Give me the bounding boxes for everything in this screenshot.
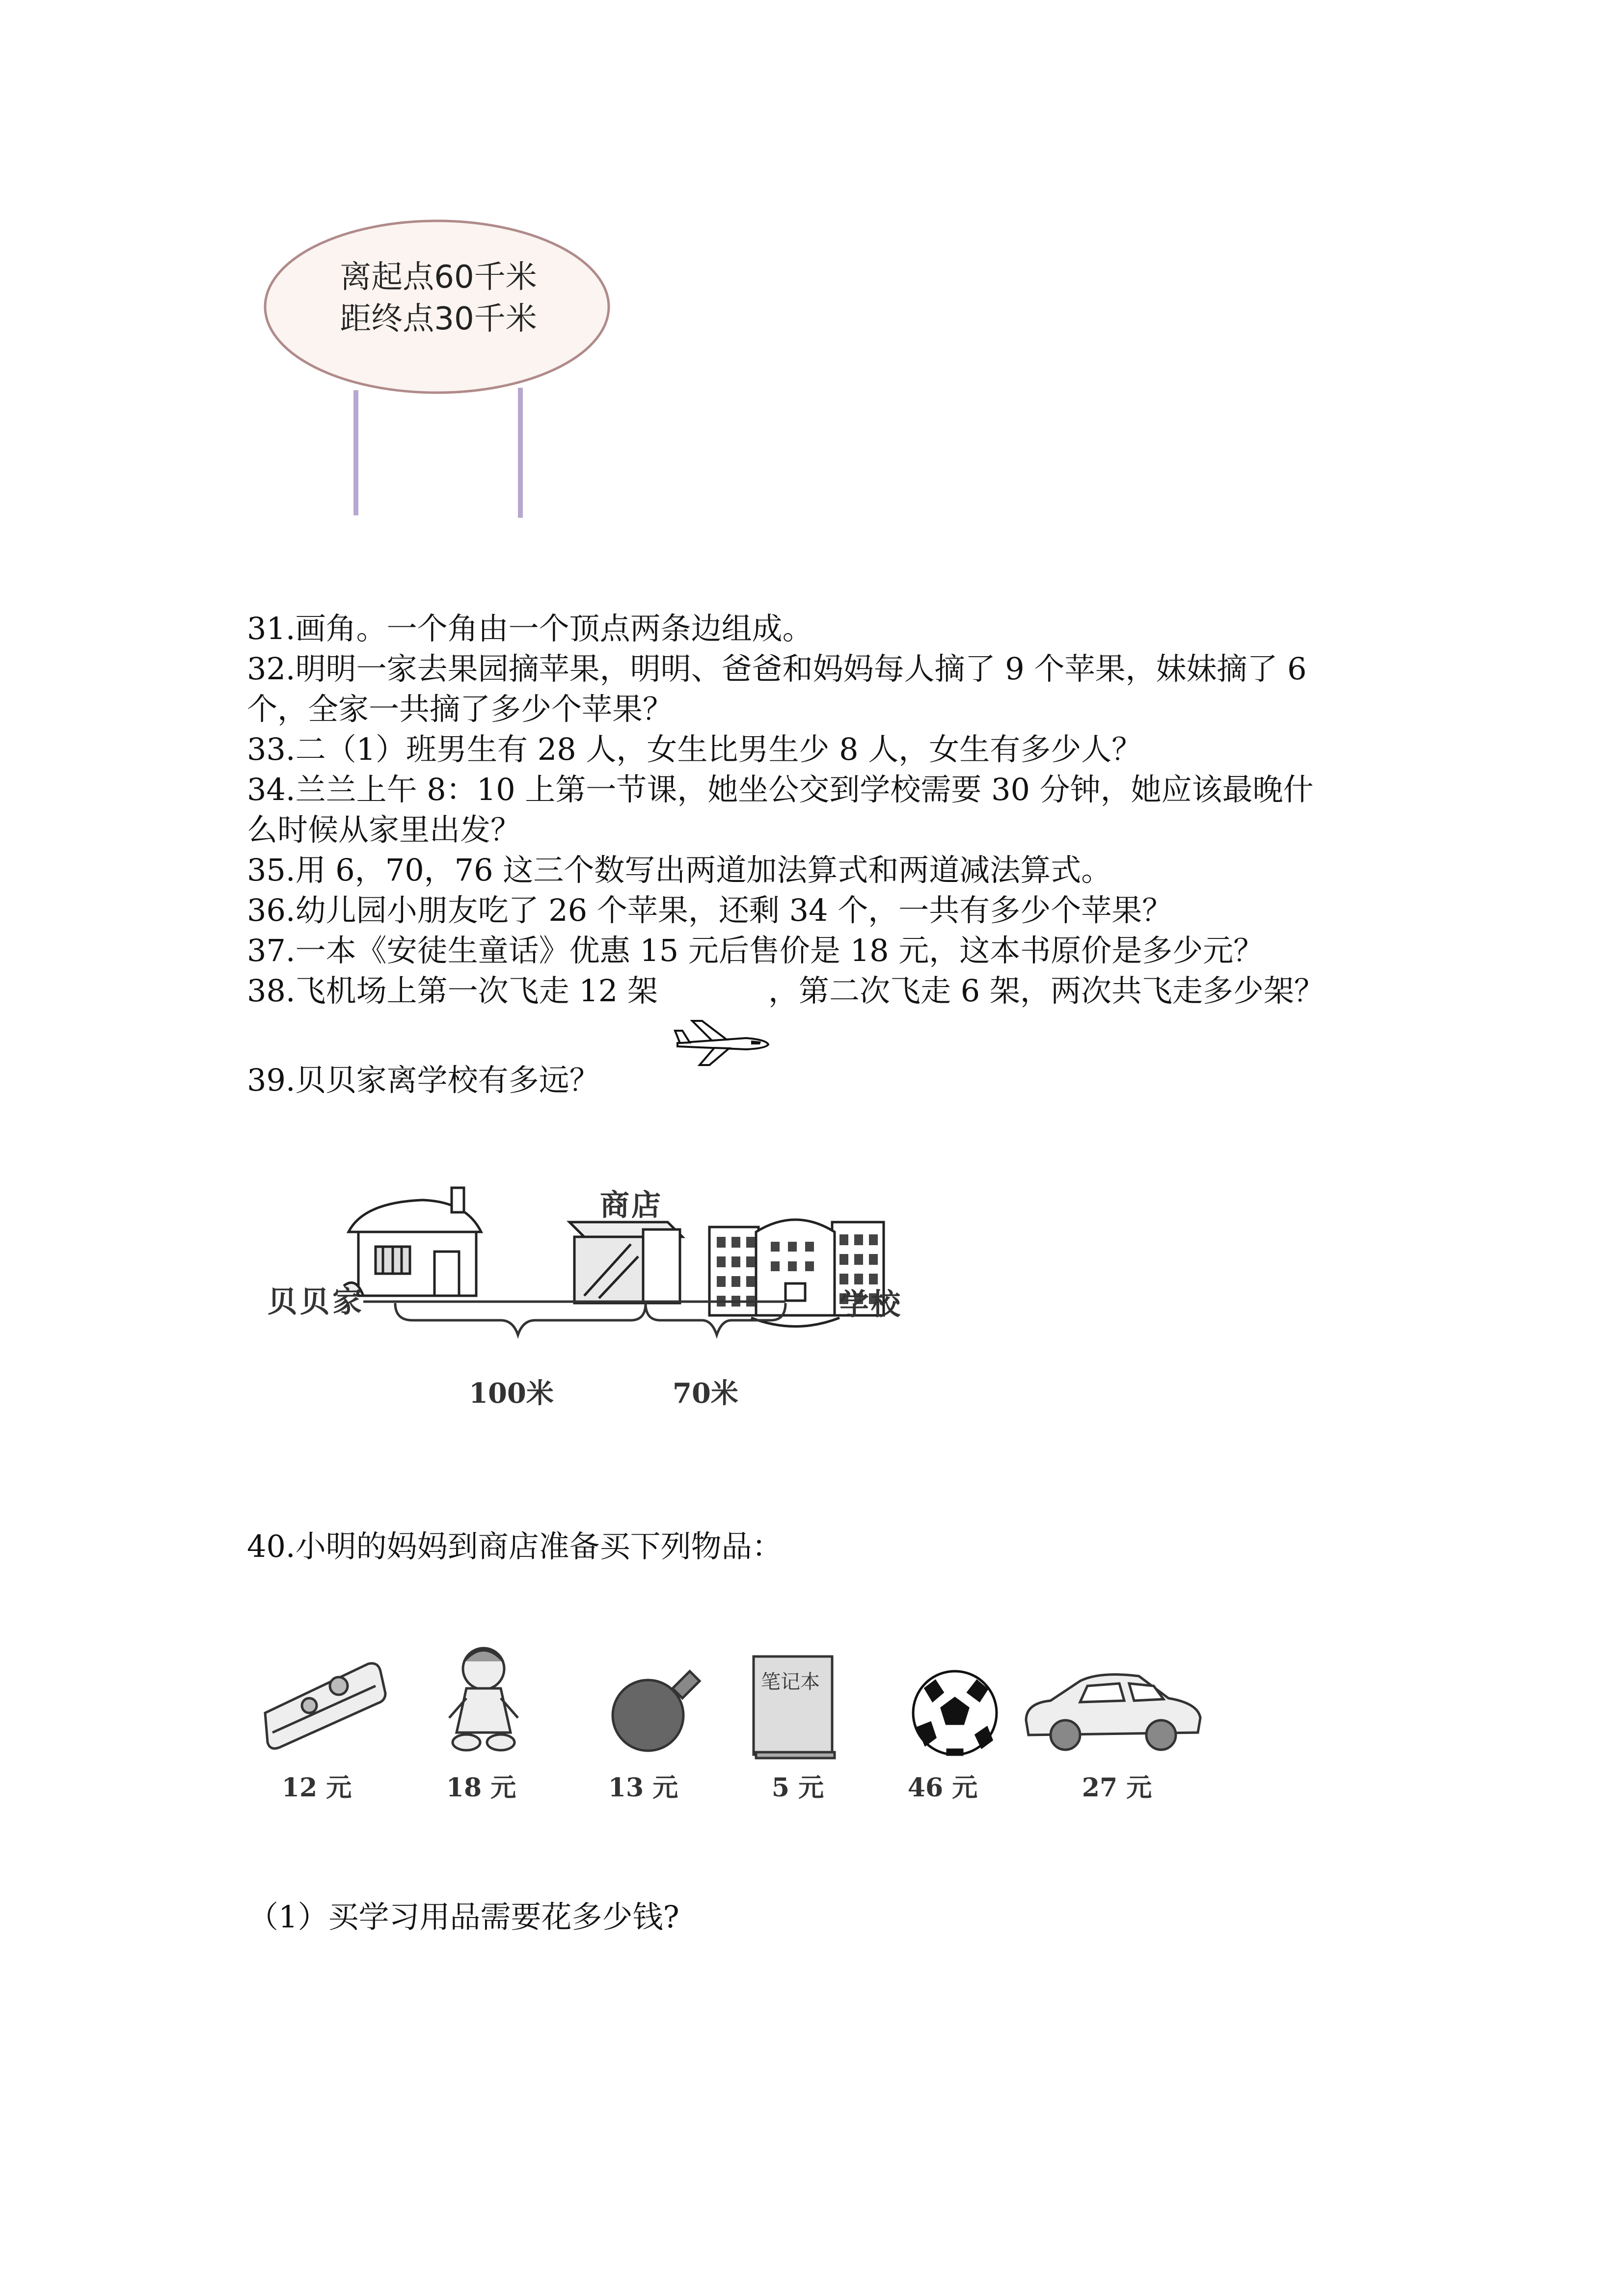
- question-38-part-2: ，第二次飞走 6 架，两次共飞走多少架？: [768, 973, 1325, 1009]
- sign-line-1: 离起点60千米: [340, 259, 537, 295]
- toy-car-icon: [1026, 1675, 1200, 1750]
- question-31: 31.画角。一个角由一个顶点两条边组成。: [247, 611, 813, 646]
- price-pencil-case: 12 元: [281, 1773, 352, 1803]
- label-school: 学校: [839, 1287, 902, 1322]
- question-40: 40.小明的妈妈到商店准备买下列物品：: [247, 1528, 783, 1564]
- items-illustration: [255, 1634, 1208, 1782]
- label-shop: 商店: [600, 1188, 663, 1223]
- price-notebook: 5 元: [771, 1773, 824, 1803]
- notebook-cover-text: 笔记本: [761, 1671, 820, 1693]
- price-doll: 18 元: [446, 1773, 516, 1803]
- question-33: 33.二（1）班男生有 28 人，女生比男生少 8 人，女生有多少人？: [247, 731, 1142, 767]
- airplane-icon: [673, 1016, 771, 1070]
- price-soccer-ball: 46 元: [907, 1773, 978, 1803]
- question-34-line-2: 么时候从家里出发？: [247, 812, 521, 848]
- question-34-line-1: 34.兰兰上午 8：10 上第一节课，她坐公交到学校需要 30 分钟，她应该最晚什: [247, 772, 1314, 807]
- shop-icon: [569, 1222, 682, 1303]
- question-36: 36.幼儿园小朋友吃了 26 个苹果，还剩 34 个，一共有多少个苹果？: [247, 892, 1173, 928]
- question-32-line-1: 32.明明一家去果园摘苹果，明明、爸爸和妈妈每人摘了 9 个苹果，妹妹摘了 6: [247, 651, 1307, 687]
- price-paddle: 13 元: [608, 1773, 678, 1803]
- doll-icon: [449, 1648, 518, 1750]
- question-40-part-1: （1）买学习用品需要花多少钱?: [248, 1899, 679, 1935]
- question-38-part-1: 38.飞机场上第一次飞走 12 架: [247, 973, 658, 1009]
- ping-pong-paddle-icon: [613, 1671, 700, 1751]
- question-35: 35.用 6，70，76 这三个数写出两道加法算式和两道减法算式。: [247, 852, 1112, 888]
- distance-70m: 70米: [673, 1377, 738, 1410]
- sign-line-2: 距终点30千米: [340, 301, 537, 337]
- price-toy-car: 27 元: [1082, 1773, 1152, 1803]
- soccer-ball-icon: [913, 1671, 997, 1755]
- distance-100m: 100米: [469, 1377, 554, 1410]
- label-beibei-home: 贝贝家: [268, 1285, 365, 1319]
- question-32-line-2: 个，全家一共摘了多少个苹果？: [247, 691, 674, 727]
- pencil-case-icon: [265, 1663, 385, 1748]
- question-39: 39.贝贝家离学校有多远？: [247, 1062, 600, 1098]
- question-37: 37.一本《安徒生童话》优惠 15 元后售价是 18 元，这本书原价是多少元？: [247, 933, 1264, 968]
